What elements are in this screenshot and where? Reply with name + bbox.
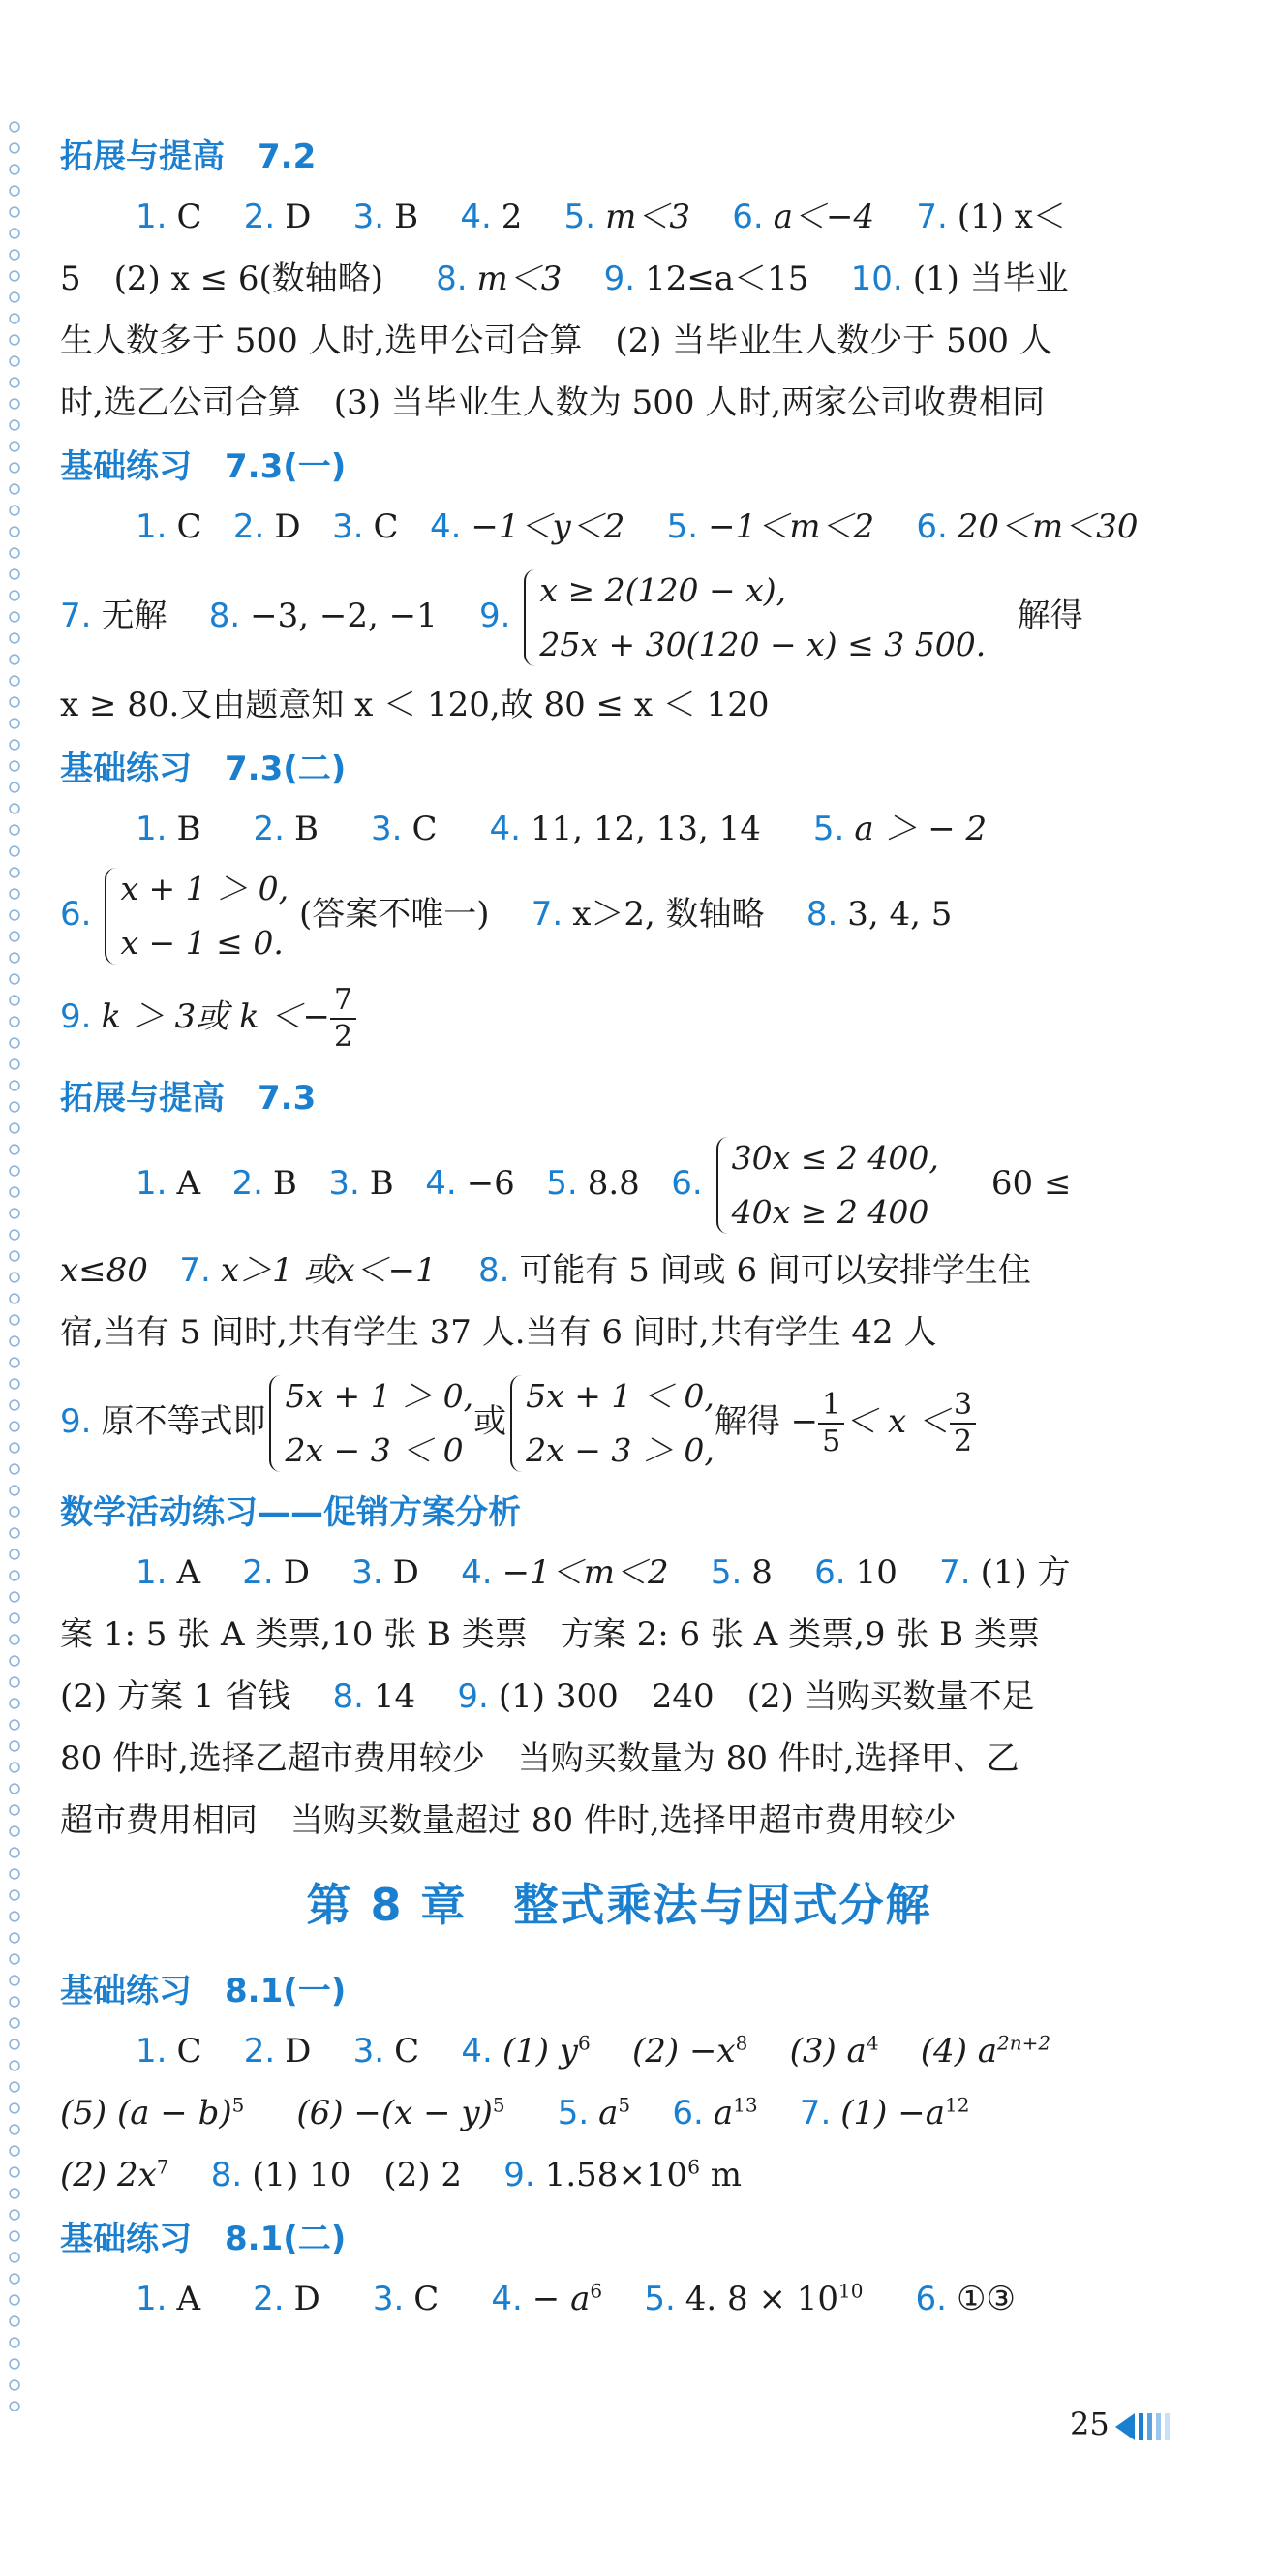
section-title-8-1-1: 基础练习 8.1(一) [60,1972,347,2010]
answer-line: 1. A 2. D 3. D 4. −1＜m＜2 5. 8 6. 10 7. (1) 方 [136,1553,1071,1592]
answer-line: 1. A 2. B 3. B 4. −6 5. 8.8 6. 30x ≤ 2 400, 40x ≥ 2 400 60 ≤ [60,1127,1149,1240]
section-title-8-1-2: 基础练习 8.1(二) [60,2220,347,2258]
answer-line: 1. A 2. D 3. C 4. − $a^6$ 5. 4. $8 \times 10^{10}$ 6. ①③ [136,2279,1016,2318]
answer-line: 1. C 2. D 3. C 4. −1＜y＜2 5. −1＜m＜2 6. 20＜m＜30 [136,507,1139,546]
answer-line: 超市费用相同 当购买数量超过 80 件时,选择甲超市费用较少 [60,1801,957,1840]
section-title-7-3: 拓展与提高 7.3 [60,1079,317,1118]
inequality-system: 30x ≤ 2 400, 40x ≥ 2 400 [713,1131,939,1240]
answer-line: 1. C 2. D 3. C 4. (1) $y^6$ $(2) -x^8$ (3) $a^4$ (4) $a^{2n+2}$ [136,2031,1051,2070]
answer-line: 案 1: 5 张 A 类票,10 张 B 类票 方案 2: 6 张 A 类票,9 张 B 类票 [60,1615,1040,1654]
answer-line: (2) $2x^7$ 8. (1) 10 (2) 2 9. $1.58\times 10^6$ m [60,2155,742,2194]
inequality-system: 5x + 1 ＞ 0, 2x − 3 ＜ 0 [265,1369,473,1478]
inequality-system: x + 1 ＞ 0, x − 1 ≤ 0. [101,862,289,970]
answer-line: 9. k ＞ 3或 k ＜− $\frac{7}{2}$ [60,968,1149,1065]
fraction: $\frac{7}{2}$ [330,983,356,1055]
section-title-7-3-1: 基础练习 7.3(一) [60,447,347,486]
answer-line: 7. 无解 8. −3, −2, −1 9. x ≥ 2(120 − x), 25x + 30(120 − x) ≤ 3 500. 解得 [60,558,1149,674]
page-arrow-icon [1113,2409,1181,2444]
answer-line: 80 件时,选择乙超市费用较少 当购买数量为 80 件时,选择甲、乙 [60,1739,1019,1778]
answer-line: (2) 方案 1 省钱 8. 14 9. (1) 300 240 (2) 当购买数量不足 [60,1677,1035,1716]
fraction: $\frac{1}{5}$ [818,1388,844,1459]
answer-line: x≤80 7. x＞1 或x＜−1 8. 可能有 5 间或 6 间可以安排学生住 [60,1251,1031,1290]
answer-line: 6. x + 1 ＞ 0, x − 1 ≤ 0. (答案不唯一) 7. x＞2, 数轴略 8. 3, 4, 5 [60,860,1149,968]
inequality-system: 5x + 1 ＜ 0, 2x − 3 ＞ 0, [506,1369,715,1478]
chapter-title: 第 8 章 整式乘法与因式分解 [306,1879,932,1931]
section-title-7-3-2: 基础练习 7.3(二) [60,750,347,788]
answer-line: 1. B 2. B 3. C 4. 11, 12, 13, 14 5. a ＞ − 2 [136,810,988,848]
answer-line: 5 (2) x ≤ 6(数轴略) 8. m＜3 9. 12≤a＜15 10. (1) 当毕业 [60,260,1069,298]
left-border-decoration [4,116,25,2411]
answer-line: 9. 原不等式即 5x + 1 ＞ 0, 2x − 3 ＜ 0 或 5x + 1 ＜ 0, 2x − 3 ＞ 0, 解得 − $\frac{1}{5}$ ＜ x ＜ $\frac{3}{2}$ [60,1364,1149,1480]
answer-line: (5) $(a - b)^5$ $(6) -(x - y)^5$ 5. $a^5$ 6. $a^{13}$ 7. $(1) -a^{12}$ [60,2093,970,2132]
answer-content [60,124,1149,2330]
section-title-activity: 数学活动练习——促销方案分析 [60,1493,521,1532]
answer-line: 宿,当有 5 间时,共有学生 37 人.当有 6 间时,共有学生 42 人 [60,1313,937,1352]
section-title-7-2: 拓展与提高 7.2 [60,138,317,176]
answer-line: 1. C 2. D 3. B 4. 2 5. m＜3 6. a＜−4 7. (1) x＜ [136,198,1066,236]
inequality-system: x ≥ 2(120 − x), 25x + 30(120 − x) ≤ 3 500. [520,564,986,672]
fraction: $\frac{3}{2}$ [950,1388,976,1459]
answer-line: 生人数多于 500 人时,选甲公司合算 (2) 当毕业生人数少于 500 人 [60,322,1052,360]
answer-line: 时,选乙公司合算 (3) 当毕业生人数为 500 人时,两家公司收费相同 [60,383,1046,422]
answer-line: x ≥ 80.又由题意知 x ＜ 120,故 80 ≤ x ＜ 120 [60,686,770,724]
page-number: 25 [1070,2406,1110,2442]
